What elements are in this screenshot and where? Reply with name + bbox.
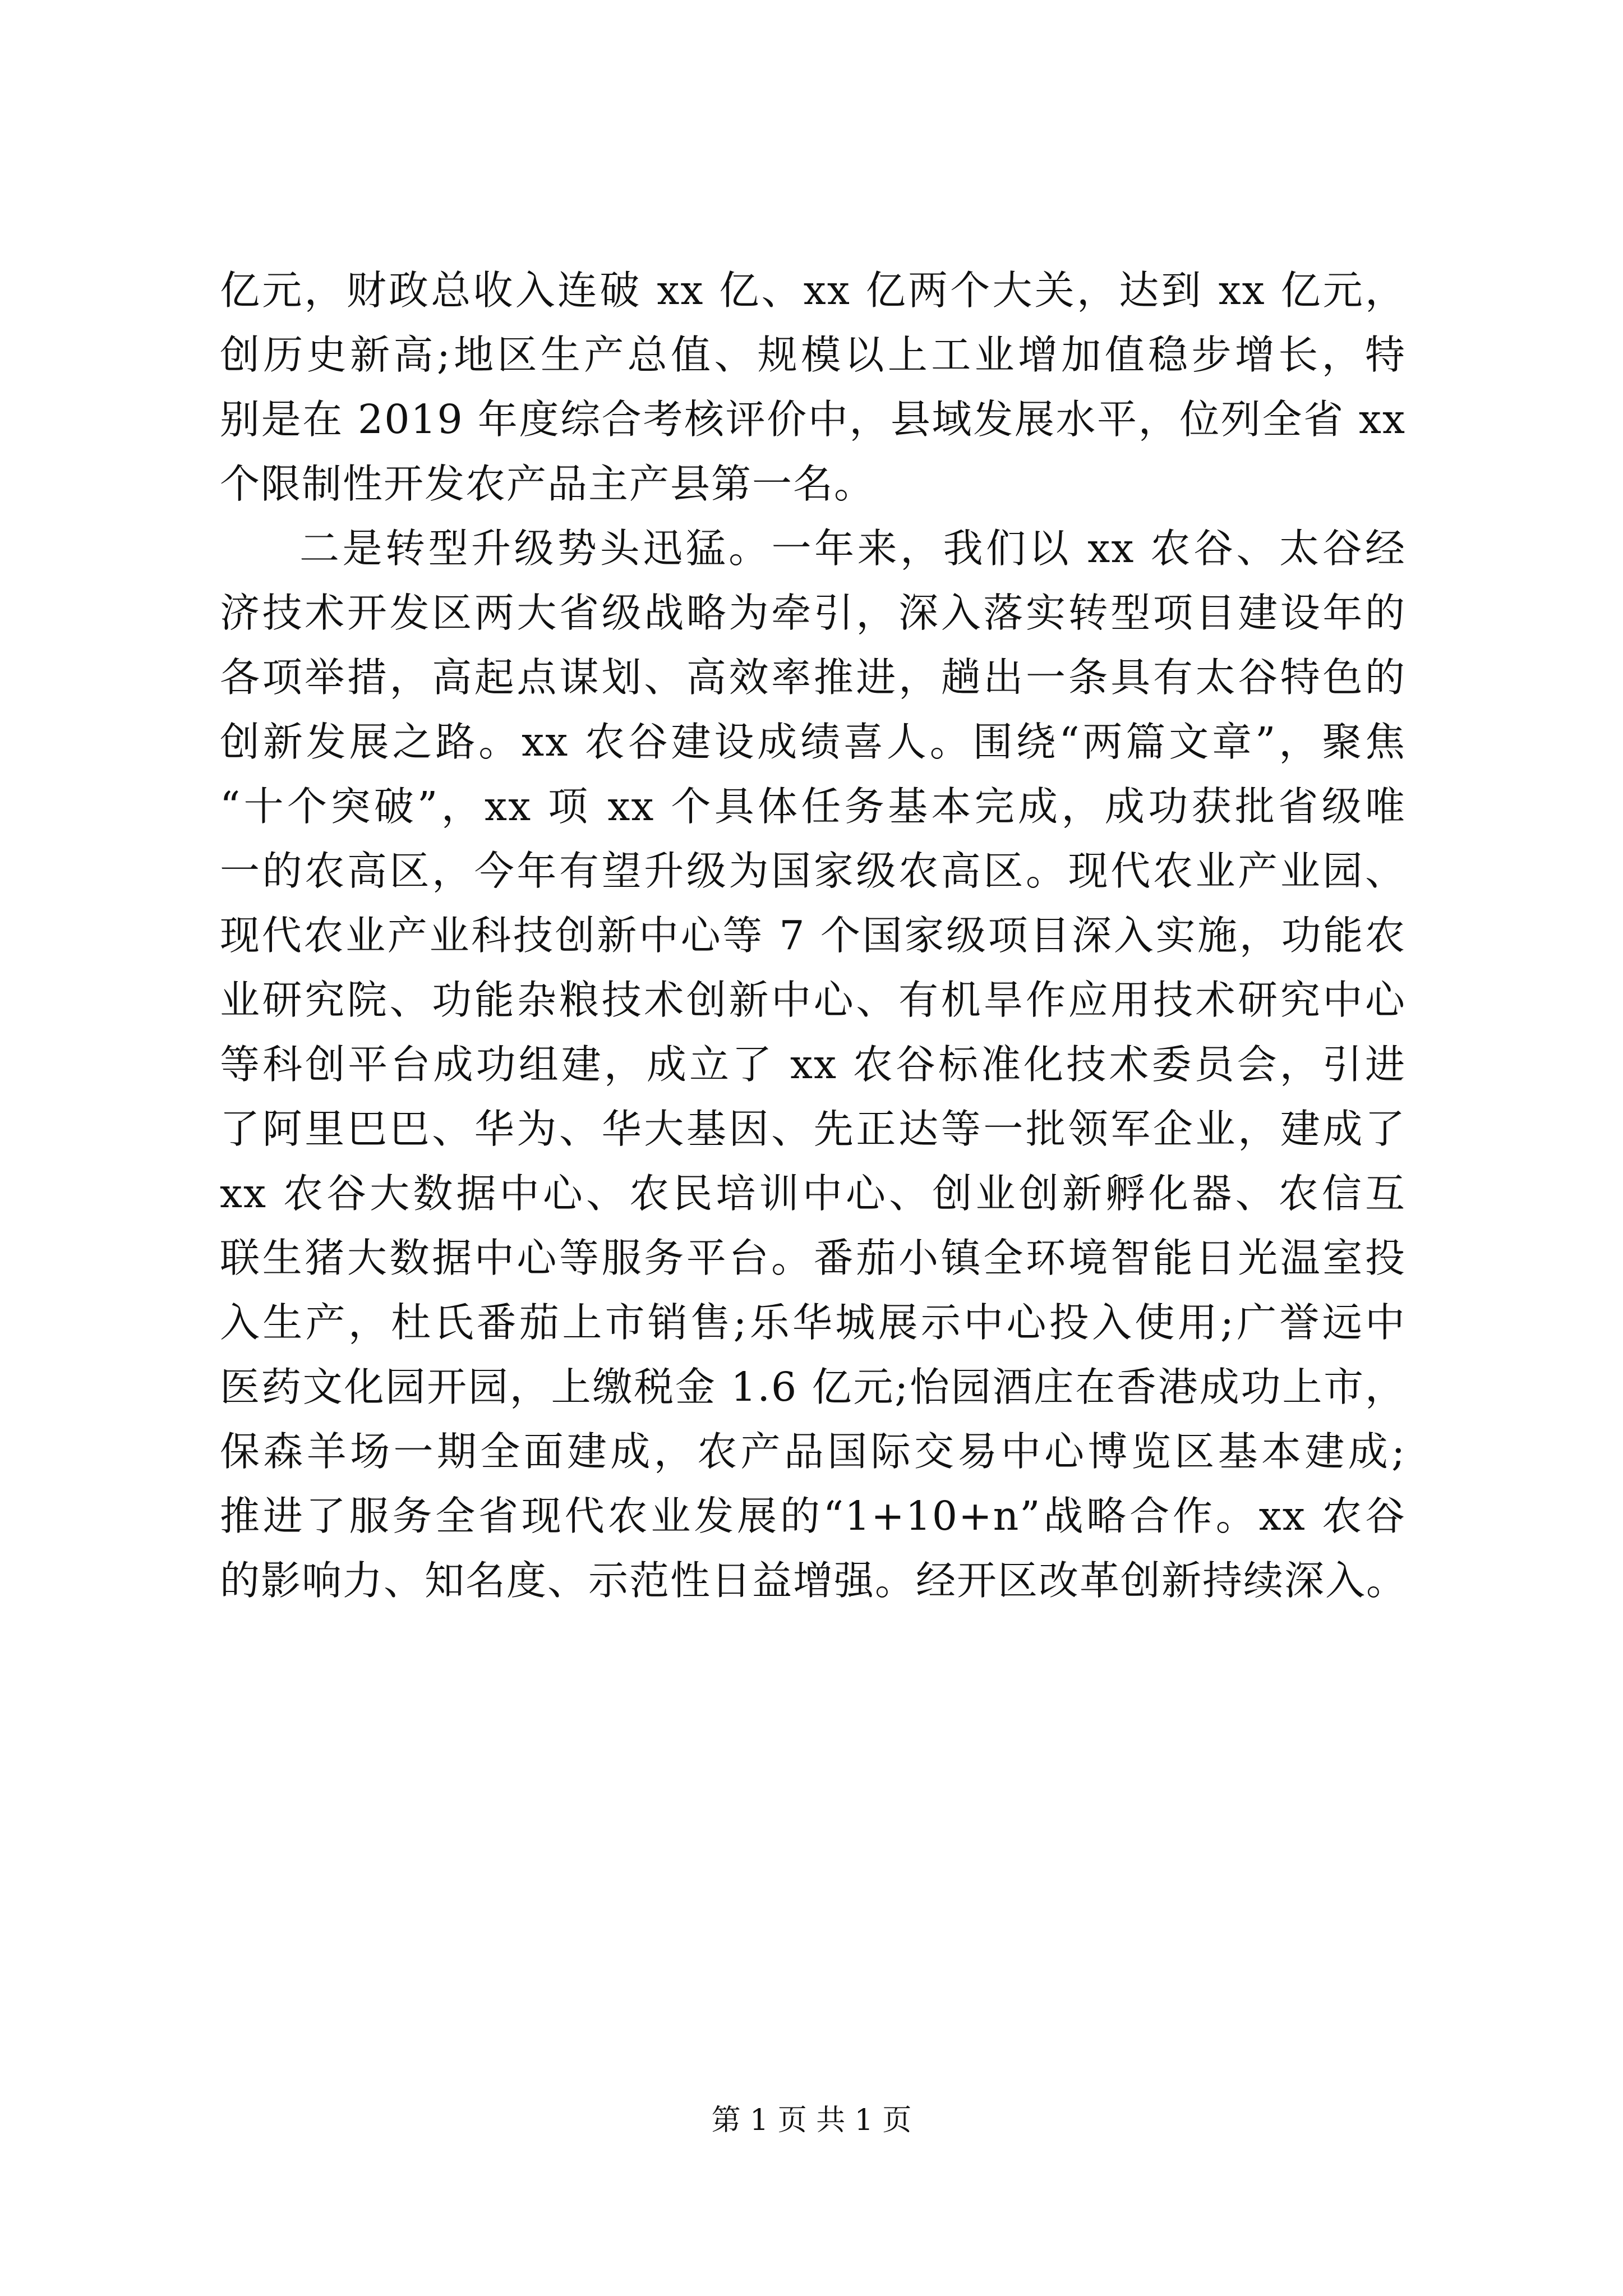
paragraph-start-line: 二是转型升级势头迅猛。一年来，我们以 xx 农谷、太谷经 [299, 525, 1406, 572]
text-line-14: 了阿里巴巴、华为、华大基因、先正达等一批领军企业，建成了 [220, 1106, 1406, 1152]
text-line-12: 业研究院、功能杂粮技术创新中心、有机旱作应用技术研究中心 [220, 977, 1406, 1023]
text-line-1: 亿元，财政总收入连破 xx 亿、xx 亿两个大关，达到 xx 亿元， [220, 267, 1406, 314]
page-footer: 第 1 页 共 1 页 [711, 2104, 912, 2137]
text-line-3: 别是在 2019 年度综合考核评价中，县域发展水平，位列全省 xx [220, 396, 1406, 443]
text-line-19: 保森羊场一期全面建成，农产品国际交易中心博览区基本建成; [220, 1428, 1406, 1475]
text-line-20: 推进了服务全省现代农业发展的“1+10+n”战略合作。xx 农谷 [220, 1493, 1406, 1539]
text-line-17: 入生产，杜氏番茄上市销售;乐华城展示中心投入使用;广誉远中 [220, 1299, 1406, 1346]
text-line-15: xx 农谷大数据中心、农民培训中心、创业创新孵化器、农信互 [220, 1170, 1406, 1217]
text-line-11: 现代农业产业科技创新中心等 7 个国家级项目深入实施，功能农 [220, 912, 1406, 959]
text-line-8: 创新发展之路。xx 农谷建设成绩喜人。围绕“两篇文章”，聚焦 [220, 719, 1406, 765]
text-line-18: 医药文化园开园，上缴税金 1.6 亿元;怡园酒庄在香港成功上市， [220, 1364, 1406, 1410]
text-line-16: 联生猪大数据中心等服务平台。番茄小镇全环境智能日光温室投 [220, 1235, 1406, 1281]
text-line-21: 的影响力、知名度、示范性日益增强。经开区改革创新持续深入。 [220, 1557, 1408, 1604]
text-line-4: 个限制性开发农产品主产县第一名。 [220, 461, 875, 507]
text-line-10: 一的农高区，今年有望升级为国家级农高区。现代农业产业园、 [220, 848, 1406, 894]
body-text [220, 258, 1406, 1613]
text-line-7: 各项举措，高起点谋划、高效率推进，趟出一条具有太谷特色的 [220, 654, 1406, 701]
text-line-2: 创历史新高;地区生产总值、规模以上工业增加值稳步增长，特 [220, 332, 1406, 378]
text-line-9: “十个突破”，xx 项 xx 个具体任务基本完成，成功获批省级唯 [220, 783, 1406, 830]
text-line-13: 等科创平台成功组建，成立了 xx 农谷标准化技术委员会，引进 [220, 1041, 1406, 1088]
text-line-6: 济技术开发区两大省级战略为牵引，深入落实转型项目建设年的 [220, 590, 1406, 636]
